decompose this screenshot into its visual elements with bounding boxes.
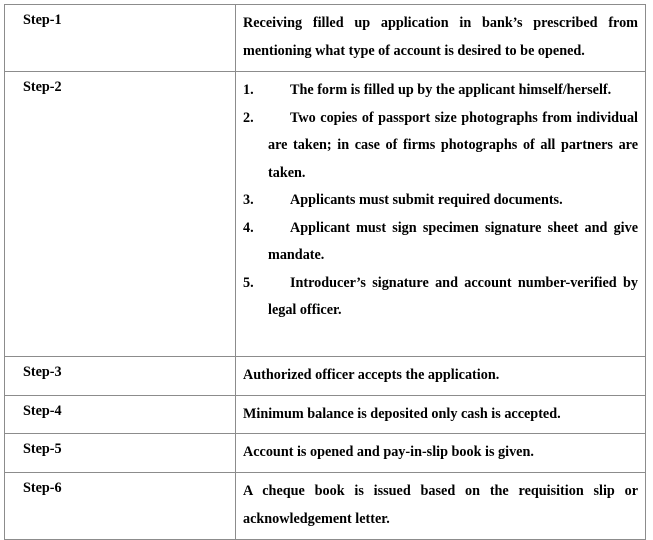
substep-number: 2. [243, 109, 254, 126]
substep-number: 4. [243, 219, 254, 236]
step-description: Authorized officer accepts the application. [243, 367, 500, 383]
step-description-cell [236, 473, 646, 540]
step-label: Step-2 [23, 79, 62, 95]
step-label: Step-4 [23, 403, 62, 419]
substep-list [243, 77, 638, 325]
substep-text: Applicants must submit required documents. [290, 192, 563, 208]
substep-text: Applicant must sign specimen signature sheet and give mandate. [268, 219, 638, 263]
step-row-2 [5, 72, 646, 357]
step-row-6 [5, 473, 646, 540]
substep-item [243, 215, 638, 270]
step-label: Step-5 [23, 441, 62, 457]
step-label-cell [5, 357, 236, 396]
step-description: Account is opened and pay-in-slip book is given. [243, 444, 534, 460]
substep-item [243, 187, 638, 215]
step-label: Step-1 [23, 12, 62, 28]
step-label-cell [5, 72, 236, 357]
step-label: Step-3 [23, 364, 62, 380]
substep-text: The form is filled up by the applicant himself/herself. [290, 82, 612, 98]
substep-item [243, 77, 638, 105]
step-row-3 [5, 357, 646, 396]
step-description: A cheque book is issued based on the requisition slip or acknowledgement letter. [243, 483, 638, 527]
step-label: Step-6 [23, 480, 62, 496]
step-description-cell [236, 72, 646, 357]
substep-number: 1. [243, 82, 254, 98]
step-label-cell [5, 5, 236, 72]
account-opening-steps-table [4, 4, 646, 540]
step-row-4 [5, 396, 646, 434]
step-description: Receiving filled up application in bank’s prescribed from mentioning what type of account is desired to be opened. [243, 15, 638, 59]
step-description-cell [236, 357, 646, 396]
substep-text: Two copies of passport size photographs from individual are taken; in case of firms photographs of all partners are taken. [268, 109, 638, 181]
substep-item [243, 270, 638, 325]
substep-text: Introducer’s signature and account number-verified by legal officer. [268, 274, 638, 318]
step-substeps [236, 72, 645, 325]
substep-number: 5. [243, 274, 254, 291]
step-description-cell [236, 5, 646, 72]
substep-number: 3. [243, 192, 254, 208]
substep-item [243, 105, 638, 188]
step-label-cell [5, 396, 236, 434]
step-description: Minimum balance is deposited only cash is accepted. [243, 406, 561, 422]
step-label-cell [5, 434, 236, 473]
step-row-1 [5, 5, 646, 72]
step-label-cell [5, 473, 236, 540]
step-description-cell [236, 434, 646, 473]
step-description-cell [236, 396, 646, 434]
step-row-5 [5, 434, 646, 473]
